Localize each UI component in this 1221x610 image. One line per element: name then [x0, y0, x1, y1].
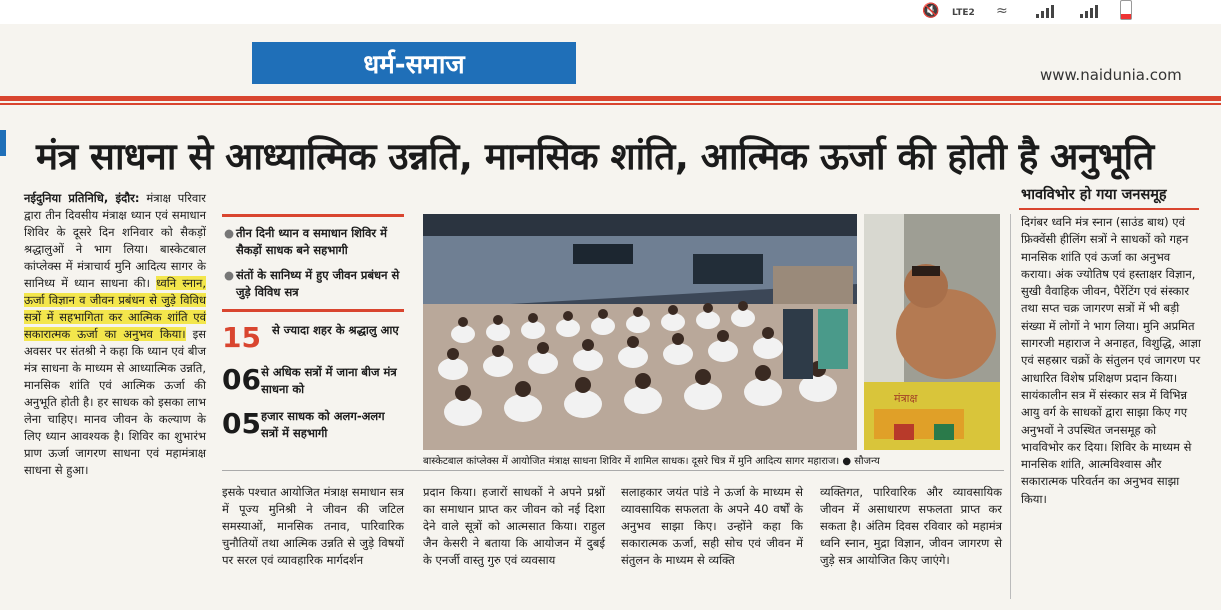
highlights-rule	[222, 309, 404, 312]
stat-item	[222, 364, 404, 398]
body-column-4: व्यक्तिगत, पारिवारिक और व्यावसायिक जीवन में असाधारण सफलता प्राप्त कर सकता है। अंतिम दिवस रविवार को महामंत्र ध्वनि स्नान, मुद्रा विज्ञान, जीवन जागरण से जुड़े सत्र आयोजित किए जाएंगे।	[820, 485, 1002, 567]
right-column-text: दिगंबर ध्वनि मंत्र स्नान (साउंड बाथ) एवं फ्रिक्वेंसी हीलिंग सत्रों ने साधकों को गहन मानसिक शांति एवं ऊर्जा का अनुभव कराया। अंक ज्योतिष एवं हस्ताक्षर विज्ञान, सुखी वैवाहिक जीवन, पैरेंटिंग एवं संस्कार तथा सप्त चक्र जागरण सत्रों में भी बड़ी संख्या में लोगों ने भाग लिया। मुनि अप्रमित सागरजी महाराज ने अनाहत, विशुद्धि, आज्ञा एवं सहस्रार चक्रों के संतुलन एवं जागरण पर आधारित विशेष प्रशिक्षण प्रदान किया। सायंकालीन सत्र में संस्कार सत्र में विभिन्न आयु वर्ग के साधकों द्वारा साझा किए गए अनुभवों ने उपस्थित जनसमूह को भावविभोर कर दिया। शिविर के माध्यम से मानसिक शांति, आत्मविश्वास और सकारात्मक परिवर्तन का अनुभव साझा किया।	[1021, 215, 1201, 506]
caption-rule	[222, 470, 1004, 471]
photo-caption: बास्केटबाल कांप्लेक्स में आयोजित मंत्राक्ष साधना शिविर में शामिल साधक। दूसरे चित्र में मुनि आदित्य सागर महाराज। ● सौजन्य	[423, 456, 880, 467]
section-banner: धर्म-समाज	[252, 42, 576, 84]
right-column-heading: भावविभोर हो गया जनसमूह	[1021, 187, 1167, 203]
backdrop-text: मंत्राक्ष	[894, 392, 918, 405]
stat-label: से ज्यादा शहर के श्रद्धालु आए	[272, 323, 399, 337]
column-divider	[1010, 214, 1011, 599]
byline: नईदुनिया प्रतिनिधि, इंदौर:	[24, 191, 140, 205]
stat-number: 05	[222, 407, 261, 440]
headline: मंत्र साधना से आध्यात्मिक उन्नति, मानसिक शांति, आत्मिक ऊर्जा की होती है अनुभूति	[36, 135, 1154, 178]
status-bar	[0, 0, 1221, 24]
article-para: इस अवसर पर संतश्री ने कहा कि ध्यान एवं बीज मंत्र साधना के माध्यम से आध्यात्मिक उन्नति, मानसिक शांति एवं आत्मिक ऊर्जा की अनुभूति होती है। हर साधक को इसका लाभ लेना चाहिए। मानव जीवन के कल्याण के लिए ध्यान आवश्यक है। शिविर का शुभारंभ प्राण ऊर्जा जागरण साधना एवं महामंत्राक्ष साधना से हुआ।	[24, 327, 206, 477]
highlight-bullet	[222, 225, 404, 259]
stat-number: 06	[222, 363, 261, 396]
body-column-2: प्रदान किया। हजारों साधकों ने अपने प्रश्नों का समाधान प्राप्त कर जीवन को नई दिशा देने वाले सूत्रों को आत्मसात किया। राहुल जैन केसरी ने बताया कि आयोजन में दुबई के एनर्जी वास्तु गुरु एवं व्यवसाय	[423, 485, 605, 567]
hall-illustration	[423, 214, 857, 450]
battery-icon	[1120, 0, 1132, 20]
header-rule	[0, 96, 1221, 101]
stat-label: हजार साधक को अलग-अलग सत्रों में सहभागी	[260, 409, 385, 440]
signal-icon	[1036, 4, 1054, 18]
bullet-icon: ●	[224, 226, 235, 240]
stat-label: से अधिक सत्रों में जाना बीज मंत्र साधना को	[261, 365, 397, 396]
site-url: www.naidunia.com	[1040, 66, 1182, 84]
newspaper-page	[0, 24, 1221, 610]
right-heading-rule	[1019, 208, 1199, 210]
headline-marker	[0, 130, 6, 156]
muni-illustration	[864, 214, 1000, 450]
left-column	[24, 190, 206, 479]
network-label: LTE2	[952, 8, 975, 18]
highlight-text: संतों के सानिध्य में हुए जीवन प्रबंधन से जुड़े विविध सत्र	[236, 268, 400, 299]
body-column-3: सलाहकार जयंत पांडे ने ऊर्जा के माध्यम से व्यावसायिक सफलता के अपने 40 वर्षों के अनुभव साझा किए। उन्होंने कहा कि सकारात्मक ऊर्जा, सही सोच एवं जीवन में संतुलन के माध्यम से व्यक्ति	[621, 485, 803, 567]
highlight-bullet	[222, 267, 404, 301]
stat-item	[222, 408, 404, 442]
highlights-rule	[222, 214, 404, 217]
header-rule-thin	[0, 103, 1221, 105]
highlight-text: तीन दिनी ध्यान व समाधान शिविर में सैकड़ों साधक बने सहभागी	[236, 226, 387, 257]
stat-item	[222, 322, 404, 354]
battery-level	[1121, 14, 1131, 19]
mute-icon: 🔇	[922, 3, 940, 19]
photo-meditation-hall	[423, 214, 857, 450]
signal-icon	[1080, 4, 1098, 18]
article-para: मंत्राक्ष परिवार द्वारा तीन दिवसीय मंत्राक्ष ध्यान एवं समाधान शिविर के दूसरे दिन शनिवार को सैकड़ों श्रद्धालुओं ने भाग लिया। बास्केटबाल कांप्लेक्स में मंत्राचार्य मुनि आदित्य सागर के सानिध्य में ध्यान साधना की।	[24, 191, 207, 290]
wifi-icon: ≈	[996, 3, 1008, 19]
highlighted-text: ध्वनि स्नान, ऊर्जा विज्ञान व जीवन प्रबंधन से जुड़े विविध सत्रों में सहभागिता कर आत्मिक शांति एवं सकारात्मक ऊर्जा का अनुभव किया।	[24, 276, 207, 341]
highlights-box	[222, 214, 404, 442]
body-column-1: इसके पश्चात आयोजित मंत्राक्ष समाधान सत्र में पूज्य मुनिश्री ने जीवन की जटिल समस्याओं, मानसिक तनाव, पारिवारिक चुनौतियों तथा आत्मिक उन्नति से जुड़े विषयों पर सरल एवं व्यावहारिक मार्गदर्शन	[222, 485, 404, 567]
bullet-icon: ●	[224, 268, 235, 282]
stat-number: 15	[222, 321, 261, 354]
photo-muni	[864, 214, 1000, 450]
